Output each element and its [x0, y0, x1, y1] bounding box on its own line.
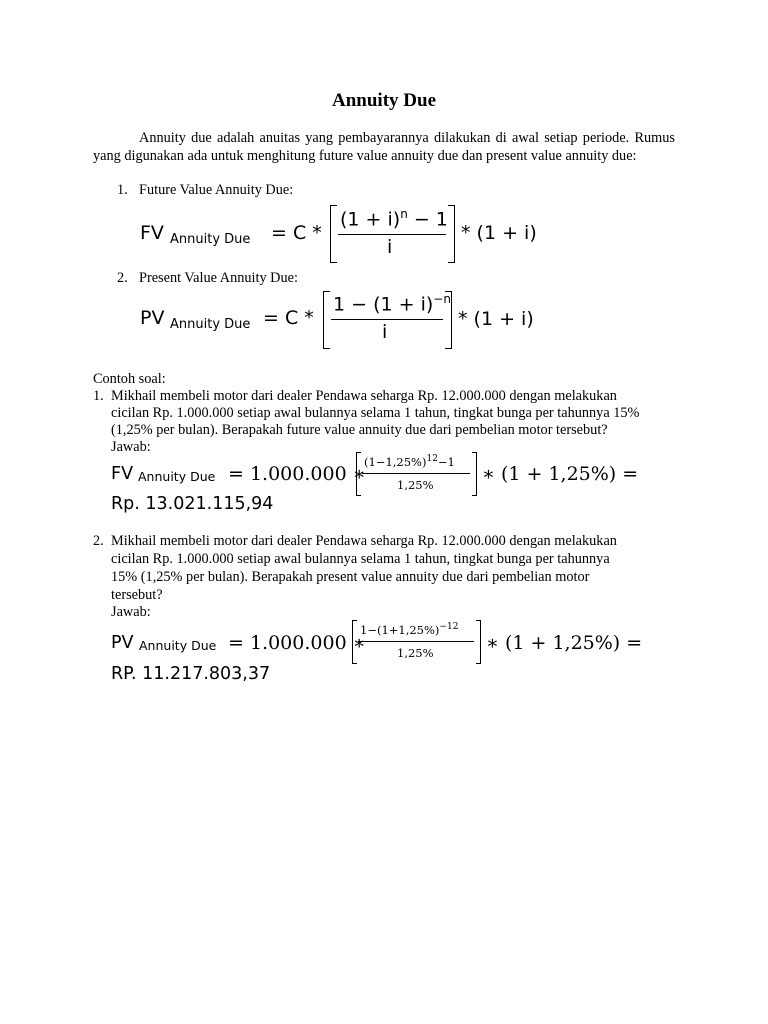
list-label-fv: Future Value Annuity Due: [139, 182, 294, 198]
fv-tail: * (1 + i) [461, 222, 537, 244]
p2-lhs: PV [111, 633, 134, 653]
pv-numerator: $1 - (1 + i)^{-n}$ [333, 292, 451, 316]
intro-paragraph [93, 130, 675, 165]
p2-tail: ∗ (1 + 1,25%) = [486, 632, 643, 654]
p2-bracket-left [352, 620, 357, 664]
p1-lhs-sub: Annuity Due [138, 469, 216, 484]
pv-fraction-bar [331, 319, 443, 320]
example-heading: Contoh soal: [93, 371, 166, 387]
p2-numerator: $1-(1+1,25\%)^{-12}$ [360, 622, 459, 637]
list-label-pv: Present Value Annuity Due: [139, 270, 298, 286]
fv-lhs-sub: Annuity Due [170, 232, 251, 247]
intro-text: Annuity due adalah anuitas yang pembayarannya dilakukan di awal setiap periode. Rumus yang digunakan ada untuk menghitung future value annuity due dan present value annuity due: [93, 130, 675, 164]
p1-bracket-right [472, 452, 477, 496]
p1-tail: ∗ (1 + 1,25%) = [482, 463, 639, 485]
p1-eq: = 1.000.000 ∗ [228, 463, 366, 485]
p2-bracket-right [476, 620, 481, 664]
problem2-answer-label: Jawab: [111, 604, 151, 620]
problem1-line-2: cicilan Rp. 1.000.000 setiap awal bulannya selama 1 tahun, tingkat bunga per tahunnya 15% [111, 405, 640, 421]
fv-bracket-left [330, 205, 337, 263]
p1-denominator: 1,25% [397, 478, 434, 492]
fv-numerator: $(1 + i)^n - 1$ [340, 207, 448, 231]
problem1-line-3: (1,25% per bulan). Berapakah future value annuity due dari pembelian motor tersebut? [111, 422, 608, 438]
p1-result: Rp. 13.021.115,94 [111, 494, 274, 514]
p1-bracket-left [356, 452, 361, 496]
p2-eq: = 1.000.000 ∗ [228, 632, 366, 654]
pv-eq: = C * [263, 307, 314, 329]
p2-lhs-sub: Annuity Due [139, 638, 217, 653]
pv-denominator: i [382, 321, 388, 343]
list-number-1: 1. [117, 182, 128, 198]
p2-fraction-bar [358, 641, 474, 642]
pv-lhs: PV [140, 307, 165, 329]
problem1-answer-label: Jawab: [111, 439, 151, 455]
fv-denominator: i [387, 236, 393, 258]
pv-bracket-left [323, 291, 330, 349]
p1-lhs: FV [111, 464, 134, 484]
fv-eq: = C * [271, 222, 322, 244]
problem1-number: 1. [93, 388, 104, 404]
problem2-line-1: Mikhail membeli motor dari dealer Pendawa seharga Rp. 12.000.000 dengan melakukan [111, 533, 617, 549]
problem2-number: 2. [93, 533, 104, 549]
p1-numerator: $(1-1,25\%)^{12}-1$ [364, 454, 455, 469]
page-title: Annuity Due [332, 90, 436, 111]
problem2-line-4: tersebut? [111, 587, 163, 603]
problem2-line-3: 15% (1,25% per bulan). Berapakah present value annuity due dari pembelian motor [111, 569, 590, 585]
p1-fraction-bar [362, 473, 470, 474]
fv-lhs: FV [140, 222, 164, 244]
p2-denominator: 1,25% [397, 646, 434, 660]
fv-bracket-right [448, 205, 455, 263]
p2-result: RP. 11.217.803,37 [111, 664, 271, 684]
pv-tail: * (1 + i) [458, 308, 534, 330]
problem2-line-2: cicilan Rp. 1.000.000 setiap awal bulannya selama 1 tahun, tingkat bunga per tahunnya [111, 551, 610, 567]
fv-fraction-bar [338, 234, 446, 235]
pv-bracket-right [445, 291, 452, 349]
pv-lhs-sub: Annuity Due [170, 317, 251, 332]
list-number-2: 2. [117, 270, 128, 286]
problem1-line-1: Mikhail membeli motor dari dealer Pendawa seharga Rp. 12.000.000 dengan melakukan [111, 388, 617, 404]
